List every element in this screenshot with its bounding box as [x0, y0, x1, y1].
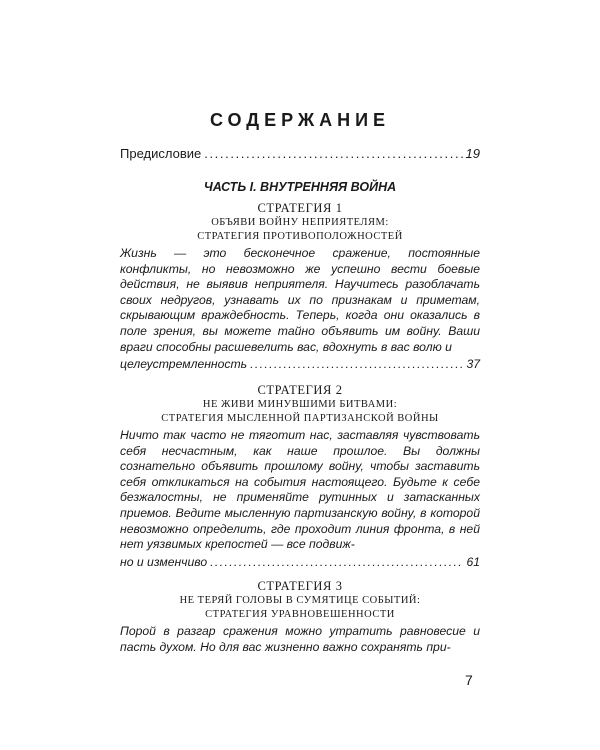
strategy-number: СТРАТЕГИЯ 3: [257, 579, 343, 593]
strategy-page: 61: [466, 554, 480, 569]
strategy-description: Порой в разгар сражения можно утратить равновесие и пасть духом. Но для вас жизненно важно сохранять при-: [120, 624, 480, 654]
strategy-heading: НЕ ТЕРЯЙ ГОЛОВЫ В СУМЯТИЦЕ СОБЫТИЙ:: [179, 595, 421, 606]
strategy-last-line: [120, 555, 480, 571]
toc-entry-strategy-2[interactable]: [120, 382, 480, 570]
leader-dots: [204, 146, 462, 161]
strategy-last-text: целеустремленность: [120, 357, 248, 372]
page-number: 7: [465, 672, 473, 688]
leader-dots: [210, 555, 463, 571]
strategy-number: СТРАТЕГИЯ 1: [257, 201, 343, 215]
strategy-page: 37: [466, 357, 480, 372]
strategy-description: Ничто так часто не тяготит нас, заставляя чувствовать себя несчастным, как наше прошлое. Вы должны сознательно объявить прошлому войну, чтобы заставить себя откликаться на события настоящего. Будьте к себе безжалостны, не применяйте рутинных и затасканных приемов. Ведите мысленную партизанскую войну, в которой невозможно определить, где проходит линия фронта, в ней нет уязвимых крепостей — все подвиж-: [120, 428, 480, 552]
strategy-subheading: СТРАТЕГИЯ МЫСЛЕННОЙ ПАРТИЗАНСКОЙ ВОЙНЫ: [161, 413, 439, 424]
page-title: СОДЕРЖАНИЕ: [209, 110, 391, 130]
part-title: ЧАСТЬ I. ВНУТРЕННЯЯ ВОЙНА: [203, 180, 397, 194]
strategy-description: Жизнь — это бесконечное сражение, постоянные конфликты, но невозможно же успешно вести боевые действия, не выявив неприятеля. Научитесь разоблачать своих недругов, узнавать их по признакам и приметам, скрывающим враждебность. Теперь, когда они оказались в поле зрения, вы можете тайно объявить им войну. Ваши враги способны расшевелить вас, вдохнуть в вас волю и: [120, 246, 480, 354]
strategy-last-text: но и изменчиво: [120, 554, 208, 569]
toc-entry-strategy-1[interactable]: [120, 200, 480, 373]
toc-entry-strategy-3[interactable]: [120, 578, 480, 655]
strategy-subheading: СТРАТЕГИЯ ПРОТИВОПОЛОЖНОСТЕЙ: [197, 231, 403, 242]
preface-page: 19: [465, 146, 480, 161]
strategy-last-line: [120, 357, 480, 373]
strategy-subheading: СТРАТЕГИЯ УРАВНОВЕШЕННОСТИ: [205, 609, 395, 620]
toc-entry-preface[interactable]: [120, 146, 480, 161]
preface-label: Предисловие: [120, 146, 202, 161]
strategy-heading: ОБЪЯВИ ВОЙНУ НЕПРИЯТЕЛЯМ:: [211, 217, 389, 228]
strategy-number: СТРАТЕГИЯ 2: [257, 383, 343, 397]
strategy-heading: НЕ ЖИВИ МИНУВШИМИ БИТВАМИ:: [202, 399, 398, 410]
leader-dots: [250, 357, 463, 373]
